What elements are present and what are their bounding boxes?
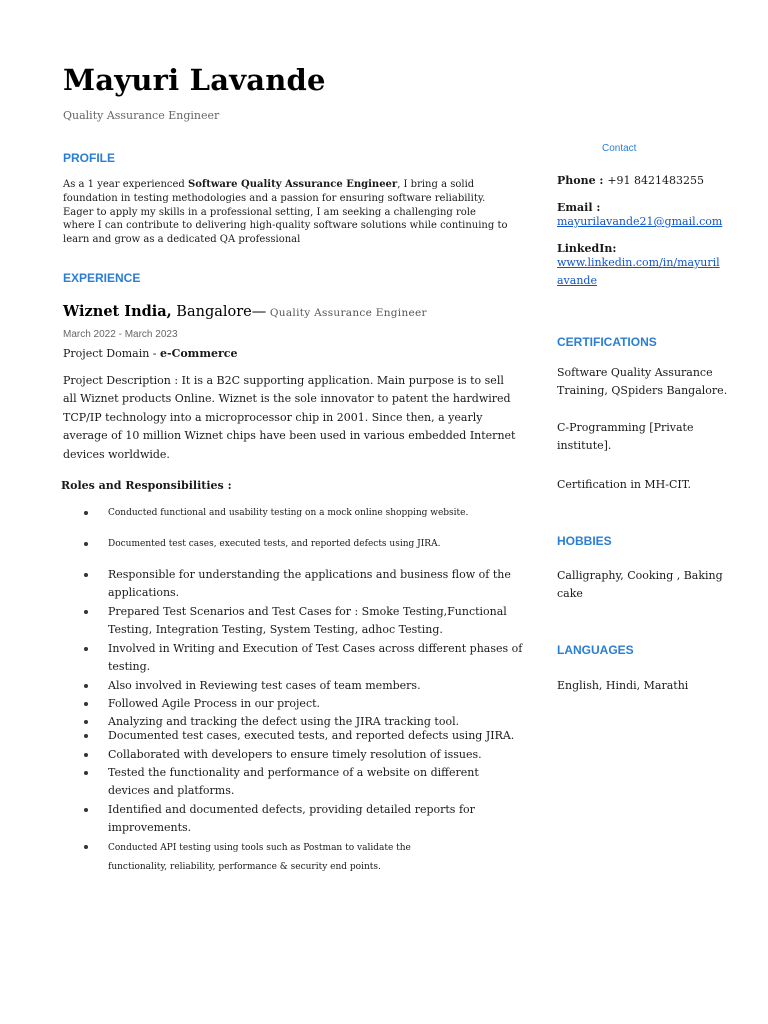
bullet-icon xyxy=(84,720,88,724)
list-item xyxy=(108,507,528,520)
job-header xyxy=(63,303,427,320)
list-item xyxy=(108,538,528,551)
contact-heading: Contact xyxy=(602,143,637,154)
linkedin-label-text: LinkedIn: xyxy=(557,242,617,255)
phone-value: +91 8421483255 xyxy=(607,174,705,187)
job-role: Quality Assurance Engineer xyxy=(266,307,427,319)
bullet-icon xyxy=(84,610,88,614)
list-item xyxy=(108,695,523,713)
bullet-icon xyxy=(84,684,88,688)
bullet-icon xyxy=(84,734,88,738)
email-label-text: Email : xyxy=(557,201,601,214)
project-description: Project Description : It is a B2C supporting application. Main purpose is to sell all Wiznet products Online. Wiznet is the sole innovator to patent the hardwired TCP/IP technology into a microprocessor chip in 2001. Since then, a yearly average of 10 million Wiznet chips have been used in various embedded Internet devices worldwide. xyxy=(63,374,516,461)
contact-phone xyxy=(557,172,704,190)
list-item xyxy=(108,640,523,676)
profile-text-bold: Software Quality Assurance Engineer xyxy=(188,179,398,190)
list-item xyxy=(108,764,523,800)
bullet-text: Also involved in Reviewing test cases of team members. xyxy=(108,679,421,692)
phone-label: Phone : xyxy=(557,174,608,187)
bullet-icon xyxy=(84,702,88,706)
candidate-name: Mayuri Lavande xyxy=(63,63,326,97)
roles-heading: Roles and Responsibilities : xyxy=(61,479,232,492)
bullet-text: Collaborated with developers to ensure timely resolution of issues. xyxy=(108,748,482,761)
bullet-icon xyxy=(84,845,88,849)
bullet-text: Involved in Writing and Execution of Test Cases across different phases of testing. xyxy=(108,642,523,674)
bullet-icon xyxy=(84,511,88,515)
profile-text-end: , I bring a solid foundation in testing methodologies and a passion for ensuring software reliability. Eager to apply my skills in a professional setting, I am seeking a challenging role where I can contribute to delivering high-quality software solutions while continuing to learn and grow as a dedicated QA professional xyxy=(63,179,508,246)
hobbies-text: Calligraphy, Cooking , Baking cake xyxy=(557,569,723,600)
bullet-text: Followed Agile Process in our project. xyxy=(108,697,321,710)
list-item xyxy=(108,801,523,837)
list-item xyxy=(108,566,523,602)
bullet-icon xyxy=(84,647,88,651)
bullet-text: Responsible for understanding the applications and business flow of the applications. xyxy=(108,568,511,600)
project-domain xyxy=(63,347,237,360)
languages-text: English, Hindi, Marathi xyxy=(557,679,689,692)
job-dates: March 2022 - March 2023 xyxy=(63,329,178,340)
hobbies-heading: HOBBIES xyxy=(557,534,612,548)
certifications-heading: CERTIFICATIONS xyxy=(557,335,657,349)
company-location: Bangalore— xyxy=(171,304,267,320)
bullet-text: Documented test cases, executed tests, and reported defects using JIRA. xyxy=(108,729,515,742)
bullet-text: Conducted functional and usability testing on a mock online shopping website. xyxy=(108,508,469,518)
bullet-icon xyxy=(84,808,88,812)
project-domain-label: Project Domain - xyxy=(63,347,161,360)
certification-item: Certification in MH-CIT. xyxy=(557,478,691,491)
bullet-icon xyxy=(84,753,88,757)
profile-heading: PROFILE xyxy=(63,151,116,165)
profile-text-start: As a 1 year experienced xyxy=(63,179,189,190)
bullet-icon xyxy=(84,542,88,546)
list-item xyxy=(108,603,523,639)
list-item xyxy=(108,677,523,695)
bullet-text: Tested the functionality and performance of a website on different devices and platforms. xyxy=(108,766,479,798)
list-item xyxy=(108,746,523,764)
certification-item: Software Quality Assurance Training, QSpiders Bangalore. xyxy=(557,366,728,397)
experience-heading: EXPERIENCE xyxy=(63,271,141,285)
linkedin-link[interactable]: www.linkedin.com/in/mayurilavande xyxy=(557,256,720,287)
bullet-icon xyxy=(84,573,88,577)
project-domain-value: e-Commerce xyxy=(160,347,238,360)
candidate-title: Quality Assurance Engineer xyxy=(63,109,220,122)
languages-heading: LANGUAGES xyxy=(557,643,634,657)
bullet-text: Conducted API testing using tools such as Postman to validate the functionality, reliability, performance & security end points. xyxy=(108,843,411,872)
email-link[interactable]: mayurilavande21@gmail.com xyxy=(557,215,723,228)
bullet-text: Documented test cases, executed tests, and reported defects using JIRA. xyxy=(108,539,441,549)
list-item xyxy=(108,727,523,745)
bullet-icon xyxy=(84,771,88,775)
bullet-text: Analyzing and tracking the defect using the JIRA tracking tool. xyxy=(108,715,460,728)
profile-text xyxy=(63,178,508,247)
list-item xyxy=(108,839,438,877)
bullet-text: Identified and documented defects, providing detailed reports for improvements. xyxy=(108,803,475,835)
company-name: Wiznet India, xyxy=(63,303,172,320)
certification-item: C-Programming [Private institute]. xyxy=(557,421,694,452)
bullet-text: Prepared Test Scenarios and Test Cases for : Smoke Testing,Functional Testing, Integration Testing, System Testing, adhoc Testing. xyxy=(108,605,507,637)
